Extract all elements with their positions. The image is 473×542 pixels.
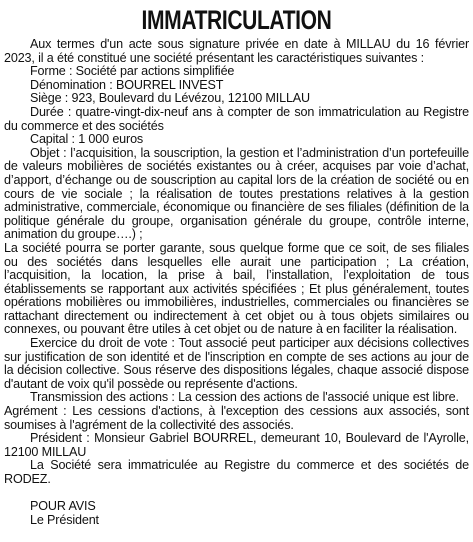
paragraph-forme: Forme : Société par actions simplifiée (30, 64, 235, 79)
paragraph-president: Président : Monsieur Gabriel BOURREL, demeurant 10, Boulevard de l'Ayrolle, 12100 MILLAU (4, 431, 469, 459)
paragraph-vote: Exercice du droit de vote : Tout associé peut participer aux décisions collectives sur justification de son identité et de l'inscription en compte de ses actions au jour de la décision collective. Sous réserve des dispositions légales, chaque associé dispose d'autant de voix qu'il possède ou représente d'actions. (4, 336, 469, 391)
paragraph-immatriculation: La Société sera immatriculée au Registre du commerce et des sociétés de RODEZ. (4, 458, 469, 486)
paragraph-agrement: Agrément : Les cessions d'actions, à l'exception des cessions aux associés, sont soumises à l'agrément de la collectivité des associés. (4, 404, 469, 432)
spacer (4, 487, 469, 501)
paragraph-transmission: Transmission des actions : La cession des actions de l'associé unique est libre. (30, 390, 459, 405)
signature-block (4, 500, 469, 527)
paragraph-siege: Siège : 923, Boulevard du Lévézou, 12100 MILLAU (30, 91, 311, 106)
paragraph-denomination: Dénomination : BOURREL INVEST (30, 77, 224, 92)
notice-title: IMMATRICULATION (141, 5, 332, 35)
paragraph-objet: Objet : l’acquisition, la souscription, la gestion et l’administration d’un portefeuille de valeurs mobilières de sociétés existantes ou à créer, acquises par voie d’achat, d’apport, d’échange ou de souscription au capital lors de la création de société ou en cours de vie sociale ; la réalisation de toutes prestations relatives à la gestion administrative, commerciale, économique ou financière de ses filiales (définition de la politique générale du groupe, organisation générale du groupe, contrôle interne, animation du groupe….) ; (4, 145, 469, 242)
signature-president: Le Président (30, 512, 99, 527)
signature-pour-avis: POUR AVIS (30, 499, 96, 514)
paragraph-intro: Aux termes d'un acte sous signature privée en date à MILLAU du 16 février 2023, il a été constitué une société présentant les caractéristiques suivantes : (4, 37, 469, 65)
paragraph-garantie: La société pourra se porter garante, sous quelque forme que ce soit, de ses filiales ou des sociétés dans lesquelles elle aurait une participation ; La création, l’acquisition, la location, la prise à bail, l’installation, l’exploitation de tous établissements se rapportant aux activités spécifiées ; Et plus généralement, toutes opérations mobilières ou immobilières, industrielles, commerciales ou financières se rattachant directement ou indirectement à cet objet ou à tous objets similaires ou connexes, ou pouvant être utiles à cet objet ou de nature à en faciliter la réalisation. (4, 240, 469, 337)
paragraph-capital: Capital : 1 000 euros (30, 132, 144, 147)
notice-body (4, 38, 469, 527)
paragraph-duree: Durée : quatre-vingt-dix-neuf ans à compter de son immatriculation au Registre du commerce et des sociétés (4, 104, 469, 133)
